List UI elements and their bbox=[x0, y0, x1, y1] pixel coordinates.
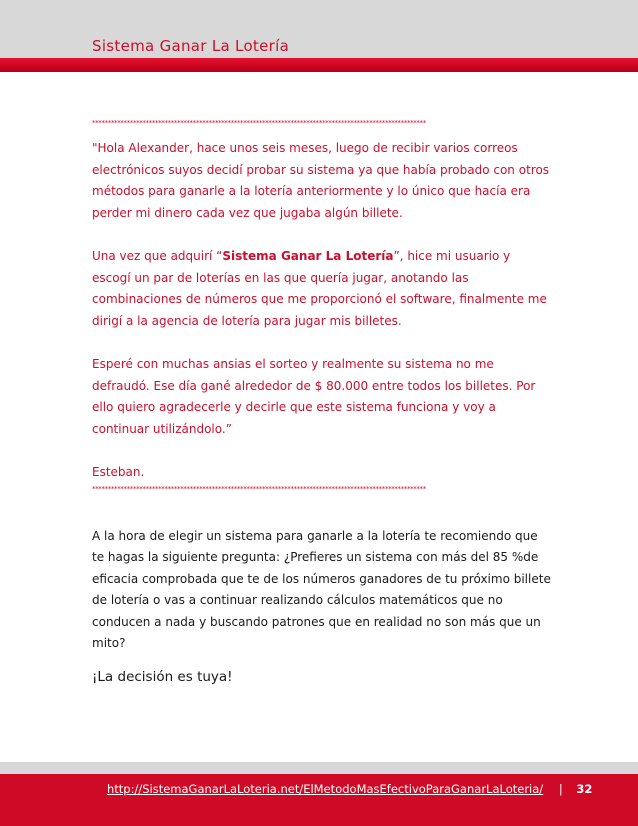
page-header-title: Sistema Ganar La Lotería bbox=[92, 37, 290, 55]
separator-bottom: ********************************************************************************************************** bbox=[92, 484, 426, 493]
testimonial-paragraph-3: Esperé con muchas ansias el sorteo y realmente su sistema no me defraudó. Ese día gané alrededor de $ 80.000 entre todos los billetes. Por ello quiero agradecerle y decirle que este sistema funciona y voy a continuar utilizándolo.” bbox=[92, 356, 536, 436]
decision-text: ¡La decisión es tuya! bbox=[92, 669, 233, 686]
footer-url-link[interactable]: http://SistemaGanarLaLoteria.net/ElMetodoMasEfectivoParaGanarLaLoteria/ bbox=[107, 782, 544, 796]
testimonial-paragraph-2 bbox=[92, 246, 552, 332]
testimonial-paragraph-1: "Hola Alexander, hace unos seis meses, luego de recibir varios correos electrónicos suyos decidí probar su sistema ya que había probado con otros métodos para ganarle a la lotería anteriormente y lo único que hacía era perder mi dinero cada vez que jugaba algún billete. bbox=[92, 141, 550, 220]
header-red-bar bbox=[0, 58, 638, 72]
footer-separator: | bbox=[558, 782, 563, 796]
separator-top: ********************************************************************************************************** bbox=[92, 119, 426, 127]
testimonial-p2-before: Una vez que adquirí “ bbox=[92, 248, 223, 263]
footer-band bbox=[0, 762, 638, 774]
testimonial-p2-after: ”, hice mi usuario y escogí un par de loterías en las que quería jugar, anotando las combinaciones de números que me proporcionó el software, finalmente me dirigí a la agencia de lotería para jugar mis billetes. bbox=[92, 248, 547, 328]
page-content bbox=[92, 118, 552, 689]
body-paragraph: A la hora de elegir un sistema para ganarle a la lotería te recomiendo que te hagas la siguiente pregunta: ¿Prefieres un sistema con más del 85 %de eficacia comprobada que te de los números ganadores de tu próximo billete de lotería o vas a continuar realizando cálculos matemáticos que no conducen a nada y buscando patrones que en realidad no son más que un mito? bbox=[92, 528, 551, 651]
footer bbox=[107, 782, 592, 796]
testimonial-signature: Esteban. bbox=[92, 464, 145, 479]
page-number: 32 bbox=[576, 782, 593, 796]
product-name: Sistema Ganar La Lotería bbox=[222, 248, 394, 263]
